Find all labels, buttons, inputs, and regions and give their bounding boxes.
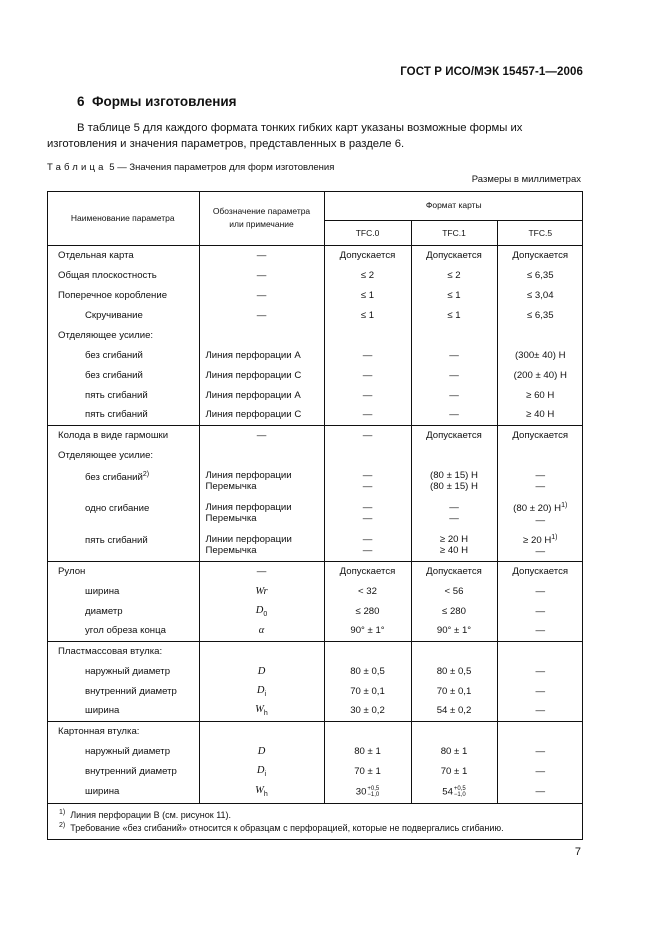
param-name bbox=[47, 529, 199, 561]
value-tfc5: (200 ± 40) H bbox=[513, 369, 567, 381]
value-tfc0: — — bbox=[324, 497, 411, 529]
param-name-text: Отдельная карта bbox=[58, 249, 134, 261]
intro-text: В таблице 5 для каждого формата тонких гибких карт указаны возможные формы их изготовления и значения параметров, представленных в разделе 6. bbox=[47, 122, 523, 150]
param-name bbox=[47, 305, 199, 325]
param-name bbox=[47, 701, 199, 721]
param-name bbox=[47, 345, 199, 365]
param-name bbox=[47, 385, 199, 405]
value-tfc5: — bbox=[535, 745, 546, 757]
param-name-text: Скручивание bbox=[85, 309, 143, 321]
table-row bbox=[47, 721, 583, 741]
table-row bbox=[47, 365, 583, 385]
table-row bbox=[47, 561, 583, 581]
value-tfc5: ≥ 60 H bbox=[526, 389, 555, 401]
param-designation bbox=[199, 721, 324, 741]
table-caption-text: 5 — Значения параметров для форм изготовления bbox=[109, 162, 335, 173]
value-tfc5: — bbox=[535, 705, 546, 717]
value-tfc0: — — bbox=[324, 529, 411, 561]
param-name-text: Рулон bbox=[58, 565, 86, 577]
value-tfc0: — bbox=[324, 405, 411, 425]
value-tfc0: ≤ 1 bbox=[324, 285, 411, 305]
param-designation: Линия перфорации C bbox=[199, 365, 324, 385]
table-row bbox=[47, 325, 583, 345]
value-tfc0: Допускается bbox=[324, 245, 411, 265]
param-name-text: ширина bbox=[85, 585, 120, 597]
value-tfc1: Допускается bbox=[411, 425, 497, 445]
value-tfc1 bbox=[411, 721, 497, 741]
value-tfc1: ≥ 20 H ≥ 40 H bbox=[411, 529, 497, 561]
param-name bbox=[47, 425, 199, 445]
value-tfc0: 80 ± 0,5 bbox=[324, 661, 411, 681]
table-row bbox=[47, 497, 583, 529]
table-row bbox=[47, 701, 583, 721]
param-designation: $W_h$ bbox=[199, 701, 324, 721]
table-row bbox=[47, 425, 583, 445]
value-tfc5: ≥ 40 H bbox=[526, 409, 555, 421]
value-tfc0: < 32 bbox=[324, 581, 411, 601]
param-name-text: внутренний диаметр bbox=[85, 685, 177, 697]
value-tfc1: 54 ± 0,2 bbox=[411, 701, 497, 721]
param-name-text: пять сгибаний bbox=[85, 535, 148, 546]
param-designation: α bbox=[199, 621, 324, 641]
param-name-text: диаметр bbox=[85, 605, 123, 617]
param-name-text: Колода в виде гармошки bbox=[58, 429, 169, 441]
param-name-text: пять сгибаний bbox=[85, 389, 148, 401]
value-tfc1: 54 +0,5 −1,0 bbox=[411, 781, 497, 803]
intro-paragraph bbox=[47, 121, 587, 152]
section-title: Формы изготовления bbox=[92, 94, 237, 109]
param-name-text: Поперечное коробление bbox=[58, 289, 168, 301]
param-designation: Линия перфорации A bbox=[199, 345, 324, 365]
param-name-text: без сгибаний bbox=[85, 349, 143, 361]
param-designation: — bbox=[199, 305, 324, 325]
value-tfc5: ≤ 6,35 bbox=[526, 269, 554, 281]
value-tfc1: ≤ 1 bbox=[411, 285, 497, 305]
param-name-text: ширина bbox=[85, 786, 120, 798]
value-tfc1: — bbox=[411, 365, 497, 385]
table-row bbox=[47, 681, 583, 701]
value-tfc1: — bbox=[411, 405, 497, 425]
value-tfc1 bbox=[411, 325, 497, 345]
param-name bbox=[47, 285, 199, 305]
param-designation: Линия перфорации C bbox=[199, 405, 324, 425]
param-designation: — bbox=[199, 265, 324, 285]
param-designation: $D_0$ bbox=[199, 601, 324, 621]
head-format: Формат карты bbox=[324, 191, 583, 220]
value-tfc1: 80 ± 1 bbox=[411, 741, 497, 761]
table-row bbox=[47, 465, 583, 497]
param-name-text: без сгибаний bbox=[85, 369, 143, 381]
value-tfc0: ≤ 2 bbox=[324, 265, 411, 285]
page-number: 7 bbox=[574, 846, 581, 858]
footnote-1: $^{1)}$ Линия перфорации B (см. рисунок 11). bbox=[59, 808, 232, 820]
param-name bbox=[47, 245, 199, 265]
value-tfc0: 30 +0,5 −1,0 bbox=[324, 781, 411, 803]
value-tfc0: ≤ 1 bbox=[324, 305, 411, 325]
head-col-tfc0: TFC.0 bbox=[324, 220, 411, 245]
param-name-text: без сгибаний bbox=[85, 472, 143, 484]
head-col-tfc1: TFC.1 bbox=[411, 220, 497, 245]
parameters-table bbox=[47, 191, 583, 841]
value-tfc1: — bbox=[411, 345, 497, 365]
table-row bbox=[47, 405, 583, 425]
table-row bbox=[47, 285, 583, 305]
param-name bbox=[47, 365, 199, 385]
value-tfc5: (300± 40) H bbox=[514, 349, 566, 361]
value-tfc5: — bbox=[535, 665, 546, 677]
value-tfc1: Допускается bbox=[411, 245, 497, 265]
param-name bbox=[47, 741, 199, 761]
value-tfc0: — bbox=[324, 365, 411, 385]
table-row bbox=[47, 345, 583, 365]
param-name-text: угол обреза конца bbox=[85, 625, 166, 637]
value-tfc0: — bbox=[324, 425, 411, 445]
table-row bbox=[47, 385, 583, 405]
value-tfc5: Допускается bbox=[497, 425, 583, 445]
value-tfc5 bbox=[497, 325, 583, 345]
value-tfc1: 80 ± 0,5 bbox=[411, 661, 497, 681]
param-name bbox=[47, 265, 199, 285]
head-col-tfc5: TFC.5 bbox=[528, 227, 553, 238]
value-tfc1: ≤ 2 bbox=[411, 265, 497, 285]
tolerance: +0,5 −1,0 bbox=[367, 785, 380, 798]
value-tfc1: 70 ± 0,1 bbox=[411, 681, 497, 701]
value-tfc1 bbox=[411, 641, 497, 661]
table-row bbox=[47, 661, 583, 681]
value-tfc1: 70 ± 1 bbox=[411, 761, 497, 781]
param-name bbox=[47, 405, 199, 425]
value-tfc0: 90° ± 1° bbox=[324, 621, 411, 641]
table-caption bbox=[47, 162, 334, 173]
param-designation: Линии перфорации Перемычка bbox=[199, 529, 324, 561]
param-name bbox=[47, 445, 199, 465]
value-tfc5: — bbox=[535, 786, 546, 798]
table-row bbox=[47, 601, 583, 621]
table-row bbox=[47, 529, 583, 561]
value-tfc0: — bbox=[324, 345, 411, 365]
table-row bbox=[47, 265, 583, 285]
param-name bbox=[47, 681, 199, 701]
param-name-text: внутренний диаметр bbox=[85, 765, 177, 777]
value-tfc5 bbox=[497, 445, 583, 465]
param-designation: Линия перфорации Перемычка bbox=[199, 497, 324, 529]
table-row bbox=[47, 741, 583, 761]
section-heading bbox=[77, 94, 237, 109]
param-designation: D bbox=[199, 741, 324, 761]
value-tfc1: < 56 bbox=[411, 581, 497, 601]
value-tfc5: ≤ 6,35 bbox=[526, 309, 554, 321]
value-tfc5: ≤ 3,04 bbox=[526, 289, 554, 301]
param-designation: $W_h$ bbox=[199, 781, 324, 803]
value-tfc5: Допускается bbox=[497, 245, 583, 265]
value-tfc5: — bbox=[535, 685, 546, 697]
param-designation: $D_i$ bbox=[199, 761, 324, 781]
table-row bbox=[47, 245, 583, 265]
param-name-text: наружный диаметр bbox=[85, 745, 171, 757]
value-tfc1: Допускается bbox=[411, 561, 497, 581]
param-designation: — bbox=[199, 561, 324, 581]
table-row bbox=[47, 641, 583, 661]
param-name bbox=[47, 661, 199, 681]
footnotes bbox=[47, 803, 583, 841]
value-tfc5: — bbox=[535, 585, 546, 597]
value-tfc1: ≤ 280 bbox=[411, 601, 497, 621]
value-tfc0 bbox=[324, 721, 411, 741]
param-designation: Wr bbox=[199, 581, 324, 601]
param-name-text: Отделяющее усилие: bbox=[58, 329, 154, 341]
param-name-text: одно сгибание bbox=[85, 503, 150, 514]
table-body bbox=[47, 245, 583, 803]
param-designation: — bbox=[199, 425, 324, 445]
table-row bbox=[47, 781, 583, 803]
head-designation: Обозначение параметра или примечание bbox=[199, 191, 324, 245]
footnote-2: $^{2)}$ Требование «без сгибаний» относится к образцам с перфорацией, которые не подвергались сгибанию. bbox=[59, 821, 504, 833]
value-tfc1: — bbox=[411, 385, 497, 405]
value-tfc0: 80 ± 1 bbox=[324, 741, 411, 761]
value-tfc5: — bbox=[535, 765, 546, 777]
table-row bbox=[47, 621, 583, 641]
value-tfc5: — bbox=[535, 625, 546, 637]
param-designation bbox=[199, 641, 324, 661]
head-name: Наименование параметра bbox=[47, 191, 199, 245]
param-designation: — bbox=[199, 285, 324, 305]
param-name-text: пять сгибаний bbox=[85, 409, 148, 421]
param-designation bbox=[199, 445, 324, 465]
value-tfc0: Допускается bbox=[324, 561, 411, 581]
units-note: Размеры в миллиметрах bbox=[471, 174, 581, 185]
value-tfc0: — bbox=[324, 385, 411, 405]
value-tfc5: (80 ± 20) $H^{1)}$ — bbox=[513, 502, 568, 526]
value-tfc0: 70 ± 0,1 bbox=[324, 681, 411, 701]
value-tfc1: 90° ± 1° bbox=[411, 621, 497, 641]
table-row bbox=[47, 581, 583, 601]
table-row bbox=[47, 305, 583, 325]
value-tfc0: 70 ± 1 bbox=[324, 761, 411, 781]
value-tfc1: — — bbox=[411, 497, 497, 529]
param-name-text: Отделяющее усилие: bbox=[58, 449, 154, 461]
param-name bbox=[47, 497, 199, 529]
param-name-text: наружный диаметр bbox=[85, 665, 171, 677]
param-designation: $D_i$ bbox=[199, 681, 324, 701]
param-name bbox=[47, 601, 199, 621]
value-tfc0: 30 ± 0,2 bbox=[324, 701, 411, 721]
param-name-text: Картонная втулка: bbox=[58, 725, 140, 737]
param-name-text: ширина bbox=[85, 705, 120, 717]
param-name-text: Общая плоскостность bbox=[58, 269, 157, 281]
param-name bbox=[47, 581, 199, 601]
param-designation: Линия перфорации A bbox=[199, 385, 324, 405]
table-row bbox=[47, 761, 583, 781]
value-tfc1: ≤ 1 bbox=[411, 305, 497, 325]
value-tfc5: Допускается bbox=[497, 561, 583, 581]
param-name bbox=[47, 781, 199, 803]
footnote-ref: 2) bbox=[142, 471, 150, 478]
param-name bbox=[47, 561, 199, 581]
param-name bbox=[47, 761, 199, 781]
value-tfc1: (80 ± 15) H (80 ± 15) H bbox=[411, 465, 497, 497]
value-tfc5 bbox=[497, 641, 583, 661]
value-tfc5 bbox=[497, 721, 583, 741]
value-tfc0 bbox=[324, 445, 411, 465]
value-tfc0: ≤ 280 bbox=[324, 601, 411, 621]
param-name bbox=[47, 621, 199, 641]
table-caption-word: Таблица bbox=[47, 162, 107, 173]
param-name-text: Пластмассовая втулка: bbox=[58, 645, 163, 657]
value-tfc5: — — bbox=[535, 470, 546, 492]
param-name bbox=[47, 465, 199, 497]
param-designation: D bbox=[199, 661, 324, 681]
param-designation: Линия перфорации Перемычка bbox=[199, 465, 324, 497]
value-tfc0 bbox=[324, 641, 411, 661]
param-designation: — bbox=[199, 245, 324, 265]
value-tfc1 bbox=[411, 445, 497, 465]
value-tfc0 bbox=[324, 325, 411, 345]
value-tfc5: — bbox=[535, 605, 546, 617]
section-number: 6 bbox=[77, 94, 85, 109]
param-name bbox=[47, 721, 199, 741]
document-header: ГОСТ Р ИСО/МЭК 15457-1—2006 bbox=[400, 66, 583, 78]
value-tfc0: — — bbox=[324, 465, 411, 497]
param-name bbox=[47, 325, 199, 345]
param-designation bbox=[199, 325, 324, 345]
tolerance: +0,5 −1,0 bbox=[453, 785, 466, 798]
param-name bbox=[47, 641, 199, 661]
value-tfc5: ≥ 20 $H^{1)}$ — bbox=[523, 534, 558, 558]
table-row bbox=[47, 445, 583, 465]
